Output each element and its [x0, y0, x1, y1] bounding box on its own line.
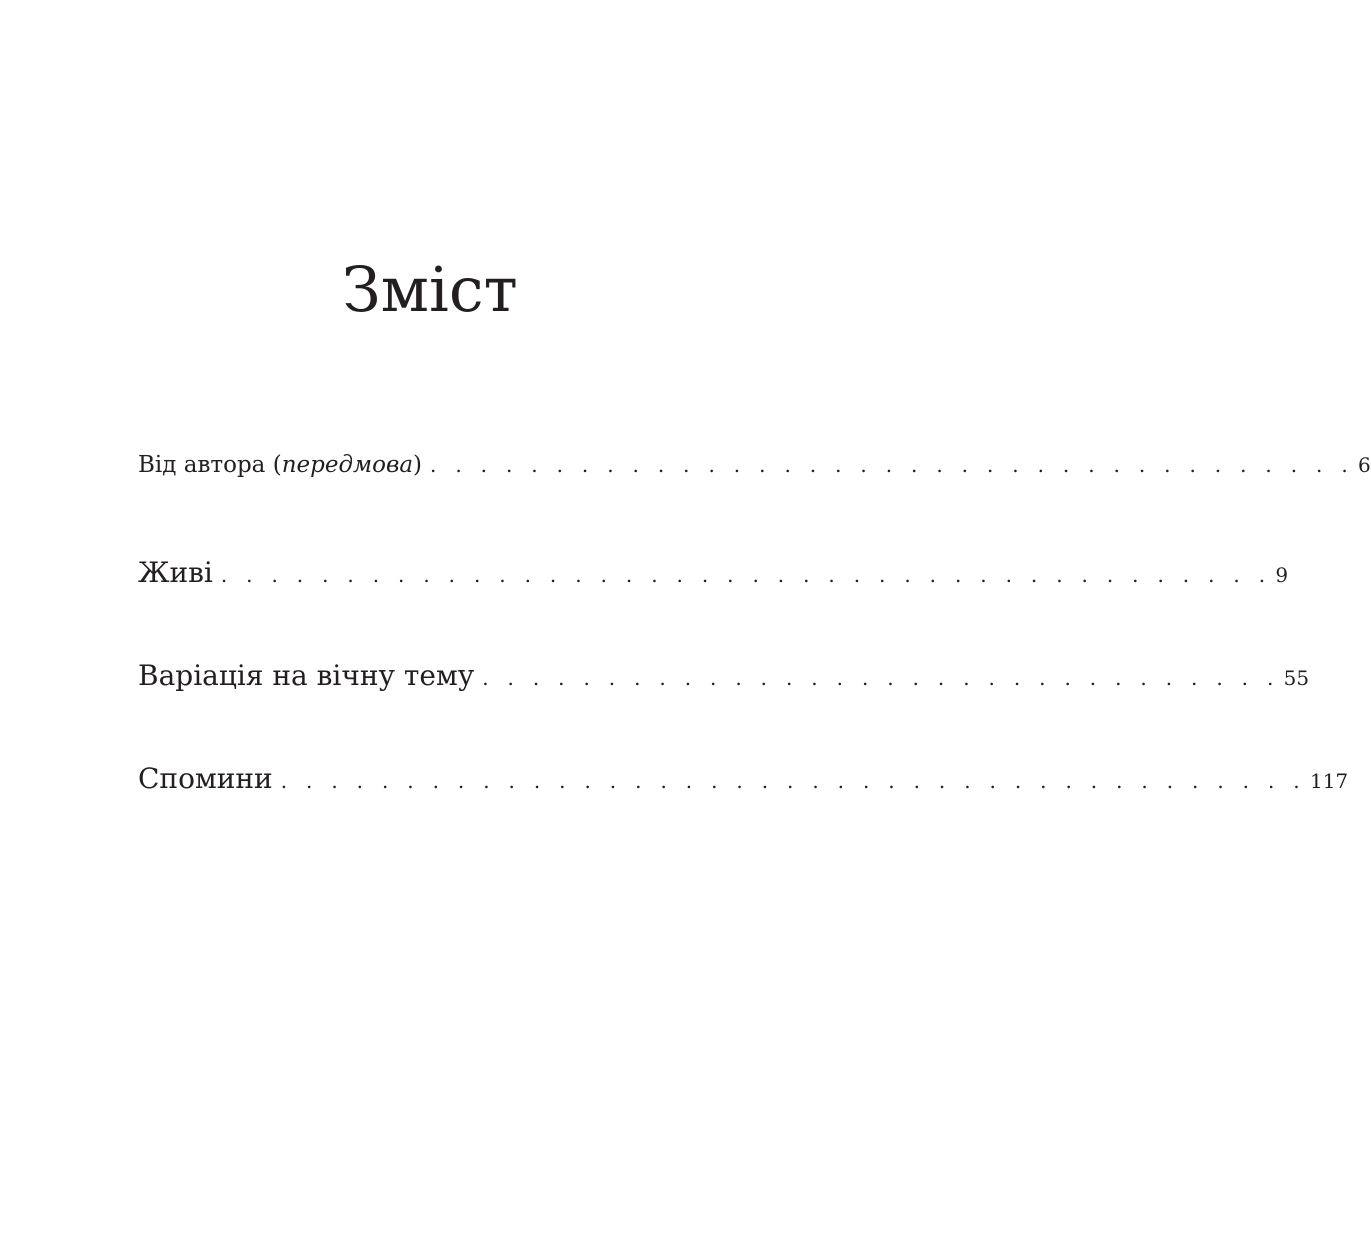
- toc-entry-title: [138, 452, 422, 478]
- toc-dot-leader: . . . . . . . . . . . . . . . . . . . . . . . . . . . . . . . . . . . . .: [430, 453, 1355, 477]
- toc-entry-title-prefix: Від автора (: [138, 452, 282, 478]
- toc-entry-title-italic: передмова: [281, 452, 414, 478]
- toc-page-number: 6: [1358, 453, 1371, 477]
- toc-entry-title-suffix: ): [413, 452, 423, 478]
- toc-entry-preface: [138, 452, 1371, 492]
- toc-entry-memories: [138, 762, 1349, 802]
- toc-entry-zhyvi: [138, 556, 1289, 596]
- toc-dot-leader: . . . . . . . . . . . . . . . . . . . . . . . . . . . . . . . . . . . . . . . . . .: [220, 563, 1272, 587]
- toc-page-number: 55: [1283, 666, 1310, 690]
- toc-entry-variation: [138, 659, 1310, 699]
- toc-page-number: 9: [1275, 563, 1289, 587]
- toc-entry-title: Живі: [138, 556, 213, 589]
- toc-entry-title: Варіація на вічну тему: [138, 659, 475, 692]
- toc-dot-leader: . . . . . . . . . . . . . . . . . . . . . . . . . . . . . . . . . . . . . . . . .: [280, 769, 1306, 793]
- toc-page-number: 117: [1309, 769, 1349, 793]
- toc-entry-title: Спомини: [138, 762, 273, 795]
- page-title: Зміст: [342, 253, 518, 326]
- toc-dot-leader: . . . . . . . . . . . . . . . . . . . . . . . . . . . . . . . .: [482, 666, 1280, 690]
